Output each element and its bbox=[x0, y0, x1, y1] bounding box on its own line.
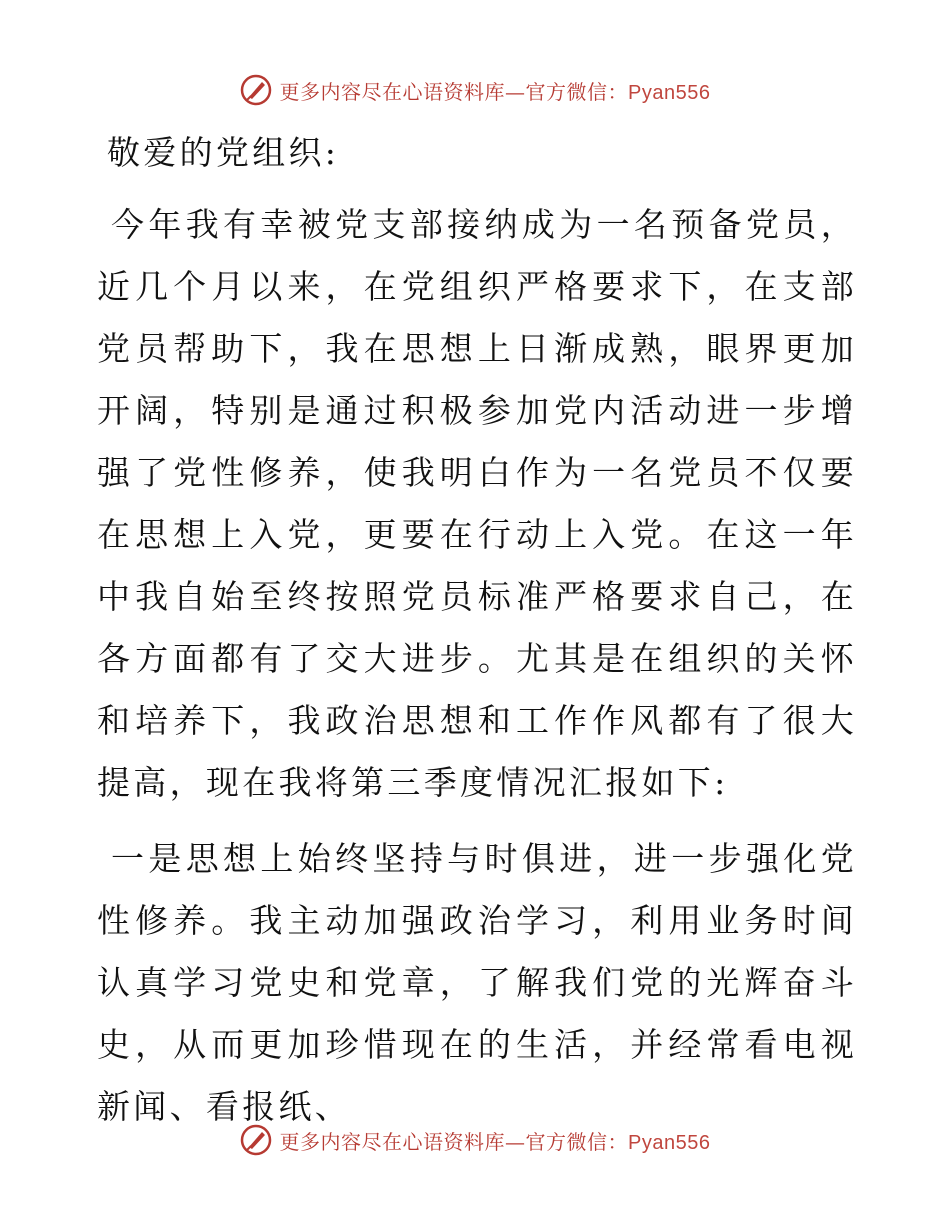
watermark-text bbox=[280, 1126, 711, 1155]
footer-watermark bbox=[0, 1120, 950, 1160]
watermark-separator: — bbox=[505, 1129, 526, 1154]
watermark-label: 官方微信： bbox=[525, 1129, 629, 1154]
watermark-handle: Pyan556 bbox=[628, 81, 711, 104]
paragraph-2: 一是思想上始终坚持与时俱进，进一步强化党性修养。我主动加强政治学习，利用业务时间认真学习党史和党章，了解我们党的光辉奋斗史，从而更加珍惜现在的生活，并经常看电视新闻、看报纸、 bbox=[97, 839, 857, 1126]
watermark-text bbox=[280, 76, 711, 105]
feather-pen-logo-icon bbox=[240, 74, 272, 106]
document-body bbox=[97, 122, 857, 1138]
watermark-handle: Pyan556 bbox=[628, 1131, 711, 1154]
watermark-site-text: 更多内容尽在心语资料库 bbox=[279, 1129, 506, 1154]
watermark-site-text: 更多内容尽在心语资料库 bbox=[279, 79, 506, 104]
watermark-label: 官方微信： bbox=[525, 79, 629, 104]
feather-pen-logo-icon bbox=[240, 1124, 272, 1156]
watermark-separator: — bbox=[505, 79, 526, 104]
paragraph-1: 今年我有幸被党支部接纳成为一名预备党员，近几个月以来，在党组织严格要求下，在支部党员帮助下，我在思想上日渐成熟，眼界更加开阔，特别是通过积极参加党内活动进一步增强了党性修养，使我明白作为一名党员不仅要在思想上入党，更要在行动上入党。在这一年中我自始至终按照党员标准严格要求自己，在各方面都有了交大进步。尤其是在组织的关怀和培养下，我政治思想和工作作风都有了很大提高，现在我将第三季度情况汇报如下: bbox=[97, 205, 857, 802]
salutation: 敬爱的党组织: bbox=[107, 133, 340, 172]
header-watermark bbox=[0, 70, 950, 110]
